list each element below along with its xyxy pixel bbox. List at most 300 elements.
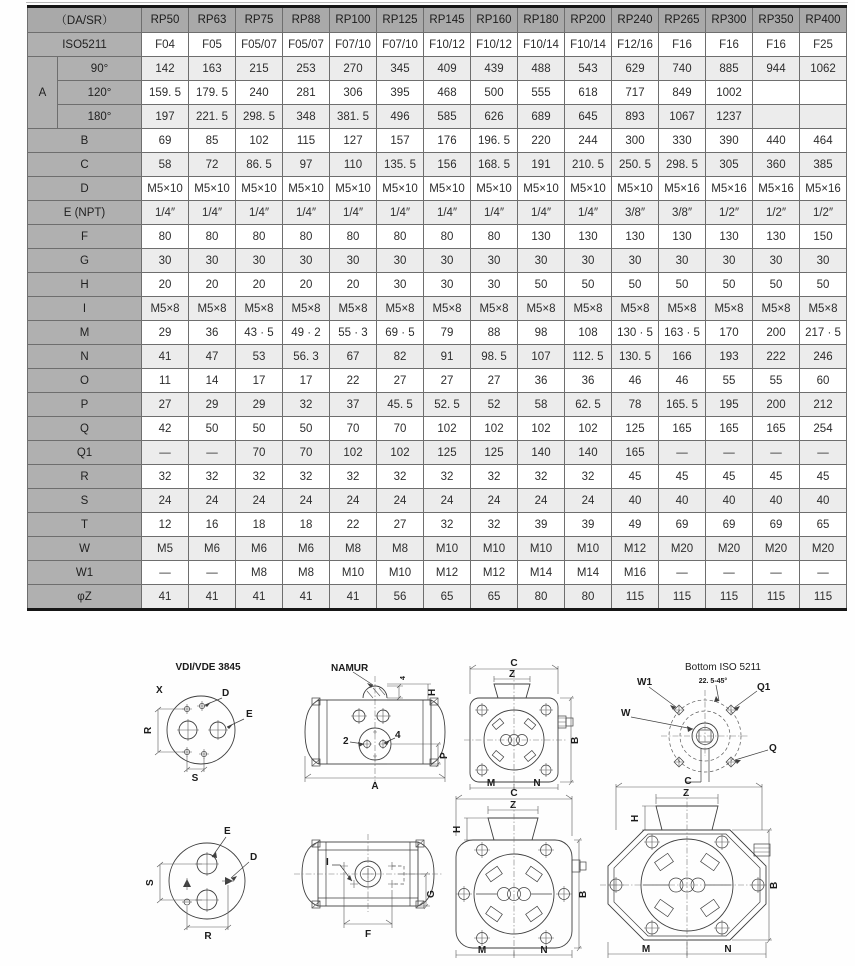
dimensions-table (27, 5, 847, 611)
cell: 3/8″ (659, 201, 706, 225)
cell: 14 (189, 369, 236, 393)
cell (800, 81, 847, 105)
cell: 348 (283, 105, 330, 129)
cell: 30 (236, 249, 283, 273)
cell: 40 (800, 489, 847, 513)
cell: 55 · 3 (330, 321, 377, 345)
cell: M14 (565, 561, 612, 585)
cell: 496 (377, 105, 424, 129)
cell: 108 (565, 321, 612, 345)
cell: 70 (330, 417, 377, 441)
cell: M5×8 (330, 297, 377, 321)
cell: 32 (142, 465, 189, 489)
cell: 41 (189, 585, 236, 610)
cell: 298. 5 (659, 153, 706, 177)
cell: 30 (471, 273, 518, 297)
cell: 1/4″ (518, 201, 565, 225)
cell: 30 (753, 249, 800, 273)
cell: 629 (612, 57, 659, 81)
cell: 24 (142, 489, 189, 513)
cell: 1062 (800, 57, 847, 81)
cell: M5×10 (518, 177, 565, 201)
cell: M5×16 (706, 177, 753, 201)
cell: 47 (189, 345, 236, 369)
column-header: RP50 (142, 7, 189, 33)
cell: 210. 5 (565, 153, 612, 177)
cell: 130 (518, 225, 565, 249)
cell: 717 (612, 81, 659, 105)
cell: 115 (753, 585, 800, 610)
cell: 70 (236, 441, 283, 465)
cell: 130 (659, 225, 706, 249)
cell: 1/4″ (189, 201, 236, 225)
cell: M12 (424, 561, 471, 585)
label-q: Q (769, 743, 777, 754)
diagram-end-view-2 (452, 788, 588, 960)
cell: 3/8″ (612, 201, 659, 225)
cell: 37 (330, 393, 377, 417)
cell: 32 (471, 465, 518, 489)
column-header: RP75 (236, 7, 283, 33)
cell: 43 · 5 (236, 321, 283, 345)
cell: M5×10 (565, 177, 612, 201)
cell: 221. 5 (189, 105, 236, 129)
cell: M5×8 (283, 297, 330, 321)
cell: 168. 5 (471, 153, 518, 177)
cell: 29 (236, 393, 283, 417)
cell: M5×10 (612, 177, 659, 201)
cell: 102 (424, 417, 471, 441)
cell: M10 (377, 561, 424, 585)
cell (800, 105, 847, 129)
cell: 50 (283, 417, 330, 441)
cell: 217 · 5 (800, 321, 847, 345)
cell: 80 (424, 225, 471, 249)
cell: 1/2″ (800, 201, 847, 225)
cell: M8 (330, 537, 377, 561)
cell: 50 (659, 273, 706, 297)
cell: 200 (753, 321, 800, 345)
cell: M5 (142, 537, 189, 561)
column-header: RP180 (518, 7, 565, 33)
cell: 222 (753, 345, 800, 369)
diagram-end-view-3 (598, 778, 780, 960)
cell: 18 (283, 513, 330, 537)
cell: M5×10 (424, 177, 471, 201)
cell: 193 (706, 345, 753, 369)
cell: 740 (659, 57, 706, 81)
cell: M5×8 (753, 297, 800, 321)
cell: 65 (800, 513, 847, 537)
cell: 80 (565, 585, 612, 610)
row-group-label: A (28, 57, 58, 129)
cell: M8 (377, 537, 424, 561)
row-label: W (28, 537, 142, 561)
cell: 196. 5 (471, 129, 518, 153)
cell: F07/10 (330, 33, 377, 57)
cell: 130 · 5 (612, 321, 659, 345)
label-z: Z (508, 669, 516, 680)
cell: M5×8 (612, 297, 659, 321)
cell: 69 · 5 (377, 321, 424, 345)
cell: 156 (424, 153, 471, 177)
cell: 40 (753, 489, 800, 513)
cell: 32 (518, 465, 565, 489)
cell: 50 (612, 273, 659, 297)
cell: 29 (189, 393, 236, 417)
cell: 32 (377, 465, 424, 489)
label-s: S (145, 879, 156, 886)
cell: 618 (565, 81, 612, 105)
cell: 130. 5 (612, 345, 659, 369)
cell: 41 (236, 585, 283, 610)
cell: — (659, 561, 706, 585)
cell: 360 (753, 153, 800, 177)
cell: 50 (236, 417, 283, 441)
cell: 50 (706, 273, 753, 297)
column-header: RP145 (424, 7, 471, 33)
cell: 45. 5 (377, 393, 424, 417)
cell: 79 (424, 321, 471, 345)
cell: M5×8 (424, 297, 471, 321)
column-header: RP265 (659, 7, 706, 33)
cell: 46 (612, 369, 659, 393)
row-label: S (28, 489, 142, 513)
cell: M5×8 (189, 297, 236, 321)
cell: 102 (565, 417, 612, 441)
cell: M5×10 (377, 177, 424, 201)
cell: — (800, 561, 847, 585)
cell: 543 (565, 57, 612, 81)
cell: M8 (236, 561, 283, 585)
cell: 42 (142, 417, 189, 441)
cell: 27 (142, 393, 189, 417)
cell: 163 · 5 (659, 321, 706, 345)
cell: 18 (236, 513, 283, 537)
row-label: 180° (58, 105, 142, 129)
cell (753, 105, 800, 129)
cell: M20 (706, 537, 753, 561)
cell: 250. 5 (612, 153, 659, 177)
cell: 30 (800, 249, 847, 273)
cell: 140 (518, 441, 565, 465)
diagram-end-view-top (462, 658, 580, 792)
cell: 30 (283, 249, 330, 273)
label-p: P (439, 752, 450, 759)
row-label: D (28, 177, 142, 201)
cell: 20 (189, 273, 236, 297)
cell: 645 (565, 105, 612, 129)
label-h: H (630, 814, 641, 822)
cell: M6 (189, 537, 236, 561)
diagram-vdi-vde-flange (138, 660, 278, 782)
cell: 24 (330, 489, 377, 513)
label-c: C (510, 658, 518, 669)
cell: 45 (753, 465, 800, 489)
cell: 11 (142, 369, 189, 393)
label-a: A (371, 781, 379, 792)
label-h: H (427, 688, 438, 696)
diagram-bottom-iso5211 (615, 660, 787, 790)
cell: 107 (518, 345, 565, 369)
cell: 115 (800, 585, 847, 610)
cell: 330 (659, 129, 706, 153)
cell: 885 (706, 57, 753, 81)
cell: 36 (189, 321, 236, 345)
cell: 488 (518, 57, 565, 81)
cell: 1/2″ (753, 201, 800, 225)
cell: 53 (236, 345, 283, 369)
cell: 244 (565, 129, 612, 153)
cell: 30 (659, 249, 706, 273)
cell: 58 (518, 393, 565, 417)
cell: 80 (283, 225, 330, 249)
cell: 80 (330, 225, 377, 249)
cell: 24 (283, 489, 330, 513)
cell: 41 (330, 585, 377, 610)
row-label: φZ (28, 585, 142, 610)
cell: 80 (471, 225, 518, 249)
cell: 200 (753, 393, 800, 417)
cell: M10 (518, 537, 565, 561)
cell: 30 (189, 249, 236, 273)
cell: 125 (471, 441, 518, 465)
cell: 163 (189, 57, 236, 81)
cell: 45 (659, 465, 706, 489)
cell: 395 (377, 81, 424, 105)
cell: 88 (471, 321, 518, 345)
cell: 440 (753, 129, 800, 153)
cell: F12/16 (612, 33, 659, 57)
cell: F16 (706, 33, 753, 57)
cell: M20 (753, 537, 800, 561)
cell: 22 (330, 369, 377, 393)
label-hole4: 4 (395, 730, 401, 741)
cell: 298. 5 (236, 105, 283, 129)
cell: 22 (330, 513, 377, 537)
row-label: H (28, 273, 142, 297)
cell: 50 (800, 273, 847, 297)
cell: M6 (236, 537, 283, 561)
cell: 112. 5 (565, 345, 612, 369)
cell: 80 (189, 225, 236, 249)
row-label: T (28, 513, 142, 537)
cell: — (753, 441, 800, 465)
cell: 32 (189, 465, 236, 489)
cell: M6 (283, 537, 330, 561)
vdi-title: VDI/VDE 3845 (175, 662, 241, 673)
cell: — (142, 441, 189, 465)
column-header: RP400 (800, 7, 847, 33)
cell: 80 (236, 225, 283, 249)
cell: F05/07 (283, 33, 330, 57)
cell: 385 (800, 153, 847, 177)
row-label: ISO5211 (28, 33, 142, 57)
label-e: E (246, 709, 253, 720)
cell: 40 (612, 489, 659, 513)
cell: — (142, 561, 189, 585)
cell: 1/4″ (377, 201, 424, 225)
cell: 50 (565, 273, 612, 297)
cell: 246 (800, 345, 847, 369)
cell: 102 (330, 441, 377, 465)
cell: 102 (236, 129, 283, 153)
cell: 16 (189, 513, 236, 537)
cell: — (800, 441, 847, 465)
cell: M5×8 (706, 297, 753, 321)
cell: M5×8 (471, 297, 518, 321)
cell: F10/14 (518, 33, 565, 57)
cell: F10/12 (471, 33, 518, 57)
cell: 20 (142, 273, 189, 297)
cell: 27 (471, 369, 518, 393)
cell: M10 (565, 537, 612, 561)
row-label: B (28, 129, 142, 153)
cell: 212 (800, 393, 847, 417)
cell: F10/12 (424, 33, 471, 57)
cell: 254 (800, 417, 847, 441)
column-header: RP88 (283, 7, 330, 33)
cell: M10 (424, 537, 471, 561)
cell: 55 (753, 369, 800, 393)
cell: 1002 (706, 81, 753, 105)
row-label: 90° (58, 57, 142, 81)
namur-title: NAMUR (331, 663, 369, 674)
cell: 689 (518, 105, 565, 129)
cell: 56. 3 (283, 345, 330, 369)
cell: 36 (518, 369, 565, 393)
label-c: C (684, 776, 692, 787)
row-label: E (NPT) (28, 201, 142, 225)
cell: 281 (283, 81, 330, 105)
cell: 585 (424, 105, 471, 129)
label-g: G (426, 890, 437, 898)
cell: 49 · 2 (283, 321, 330, 345)
cell: M8 (283, 561, 330, 585)
cell: 305 (706, 153, 753, 177)
cell: 32 (283, 393, 330, 417)
cell: 24 (377, 489, 424, 513)
cell: 30 (424, 273, 471, 297)
label-m: M (477, 945, 487, 956)
cell: F05 (189, 33, 236, 57)
row-label: O (28, 369, 142, 393)
cell: M5×8 (800, 297, 847, 321)
column-header: RP125 (377, 7, 424, 33)
label-c: C (510, 788, 518, 799)
cell: 52 (471, 393, 518, 417)
cell: 150 (800, 225, 847, 249)
cell: — (706, 561, 753, 585)
cell: 40 (706, 489, 753, 513)
label-angle: 22. 5-45° (698, 678, 728, 685)
cell: 39 (518, 513, 565, 537)
cell: 17 (283, 369, 330, 393)
row-label: Q (28, 417, 142, 441)
cell: 91 (424, 345, 471, 369)
cell: 1237 (706, 105, 753, 129)
cell: — (189, 561, 236, 585)
cell: 125 (612, 417, 659, 441)
cell: 115 (283, 129, 330, 153)
column-header: RP200 (565, 7, 612, 33)
cell: 165 (659, 417, 706, 441)
column-header: RP240 (612, 7, 659, 33)
cell: 98 (518, 321, 565, 345)
cell: 30 (565, 249, 612, 273)
cell: 80 (377, 225, 424, 249)
cell: 130 (753, 225, 800, 249)
cell: — (659, 441, 706, 465)
cell: 32 (236, 465, 283, 489)
row-label: N (28, 345, 142, 369)
cell: 130 (565, 225, 612, 249)
cell: M20 (800, 537, 847, 561)
cell: 1/4″ (471, 201, 518, 225)
cell: 165. 5 (659, 393, 706, 417)
cell: 893 (612, 105, 659, 129)
cell: 24 (518, 489, 565, 513)
label-w: W (621, 708, 631, 719)
cell: 390 (706, 129, 753, 153)
cell: M5×8 (236, 297, 283, 321)
label-b: B (570, 736, 581, 744)
label-e: E (224, 826, 231, 837)
cell: 62. 5 (565, 393, 612, 417)
cell: 27 (377, 513, 424, 537)
row-label: C (28, 153, 142, 177)
label-dim4: 4 (400, 676, 407, 680)
cell: 32 (283, 465, 330, 489)
label-h: H (452, 825, 463, 833)
cell: 270 (330, 57, 377, 81)
label-d: D (250, 852, 258, 863)
cell: 45 (800, 465, 847, 489)
cell (753, 81, 800, 105)
cell: 12 (142, 513, 189, 537)
cell: F05/07 (236, 33, 283, 57)
cell: 157 (377, 129, 424, 153)
cell: 127 (330, 129, 377, 153)
label-r: R (143, 726, 154, 734)
cell: M5×10 (330, 177, 377, 201)
cell: 159. 5 (142, 81, 189, 105)
cell: 253 (283, 57, 330, 81)
cell: F16 (753, 33, 800, 57)
cell: 65 (471, 585, 518, 610)
cell: 1067 (659, 105, 706, 129)
row-label: F (28, 225, 142, 249)
cell: 115 (706, 585, 753, 610)
cell: M5×10 (236, 177, 283, 201)
cell: M5×8 (659, 297, 706, 321)
cell: 30 (518, 249, 565, 273)
cell: 60 (800, 369, 847, 393)
cell: 46 (659, 369, 706, 393)
cell: M16 (612, 561, 659, 585)
cell: 464 (800, 129, 847, 153)
row-label: I (28, 297, 142, 321)
cell: M5×16 (753, 177, 800, 201)
cell: 1/4″ (236, 201, 283, 225)
label-n: N (540, 945, 548, 956)
cell: 72 (189, 153, 236, 177)
cell: 130 (706, 225, 753, 249)
label-i: I (326, 857, 329, 868)
cell: 165 (612, 441, 659, 465)
row-label: P (28, 393, 142, 417)
cell: 45 (612, 465, 659, 489)
